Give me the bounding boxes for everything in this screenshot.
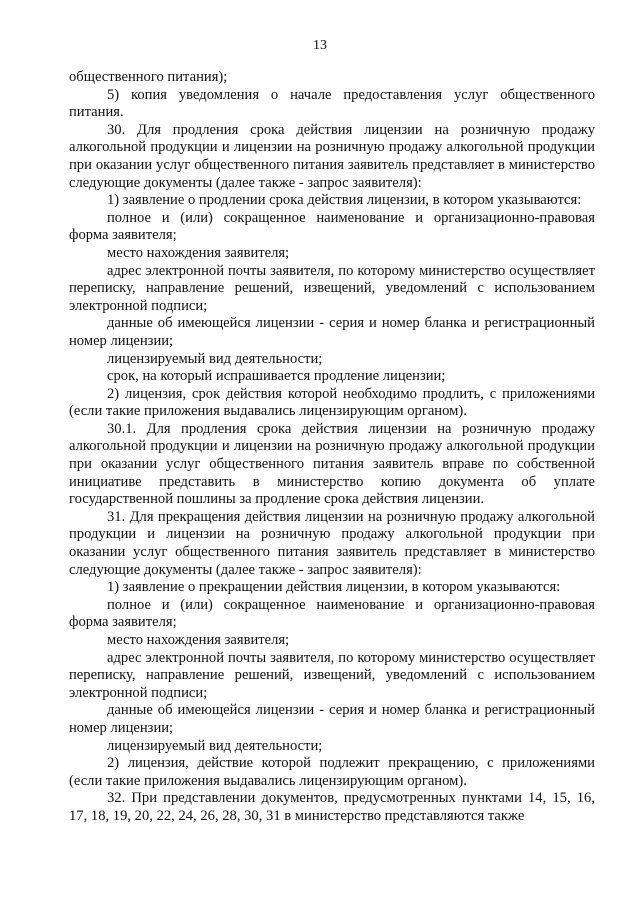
paragraph: 30. Для продления срока действия лицензии на розничную продажу алкогольной продукции и лицензии на розничную продажу алкогольной продукции при оказании услуг общественного питания заявитель представляет в министерство следующие документы (далее также - запрос заявителя): (69, 121, 595, 191)
paragraph: 1) заявление о продлении срока действия лицензии, в котором указываются: (107, 192, 582, 209)
paragraph: полное и (или) сокращенное наименование и организационно-правовая форма заявителя; (69, 596, 595, 631)
document-body (69, 69, 595, 826)
paragraph: общественного питания); (69, 69, 228, 85)
paragraph: полное и (или) сокращенное наименование и организационно-правовая форма заявителя; (69, 209, 595, 244)
paragraph: срок, на который испрашивается продление лицензии; (107, 368, 446, 385)
paragraph: адрес электронной почты заявителя, по которому министерство осуществляет переписку, направление решений, извещений, уведомлений с использованием электронной подписи; (69, 649, 595, 701)
paragraph: место нахождения заявителя; (107, 632, 290, 648)
paragraph: лицензируемый вид деятельности; (107, 737, 323, 754)
paragraph: 32. При представлении документов, предусмотренных пунктами 14, 15, 16, 17, 18, 19, 20, 22, 24, 26, 28, 30, 31 в министерство представляются также (69, 790, 595, 824)
paragraph: 5) копия уведомления о начале предоставления услуг общественного питания. (69, 86, 595, 121)
paragraph: 2) лицензия, срок действия которой необходимо продлить, с приложениями (если такие приложения выдавались лицензирующим органом). (69, 385, 595, 420)
paragraph: место нахождения заявителя; (107, 244, 290, 261)
paragraph: данные об имеющейся лицензии - серия и номер бланка и регистрационный номер лицензии; (69, 315, 595, 349)
page-number: 13 (313, 38, 327, 53)
paragraph: 31. Для прекращения действия лицензии на розничную продажу алкогольной продукции и лицензии на розничную продажу алкогольной продукции при оказании услуг общественного питания заявитель представляет в министерство следующие документы (далее также - запрос заявителя): (69, 508, 595, 578)
paragraph: 1) заявление о прекращении действия лицензии, в котором указываются: (107, 579, 561, 596)
paragraph: лицензируемый вид деятельности; (107, 350, 323, 367)
paragraph: 2) лицензия, действие которой подлежит прекращению, с приложениями (если такие приложения выдавались лицензирующим органом). (69, 755, 595, 789)
paragraph: 30.1. Для продления срока действия лицензии на розничную продажу алкогольной продукции и лицензии на розничную продажу алкогольной продукции при оказании услуг общественного питания заявитель вправе по собственной инициативе представить в министерство копию документа об уплате государственной пошлины за продление срока действия лицензии. (69, 420, 595, 508)
paragraph: данные об имеющейся лицензии - серия и номер бланка и регистрационный номер лицензии; (69, 702, 595, 736)
paragraph: адрес электронной почты заявителя, по которому министерство осуществляет переписку, направление решений, извещений, уведомлений с использованием электронной подписи; (69, 262, 595, 314)
